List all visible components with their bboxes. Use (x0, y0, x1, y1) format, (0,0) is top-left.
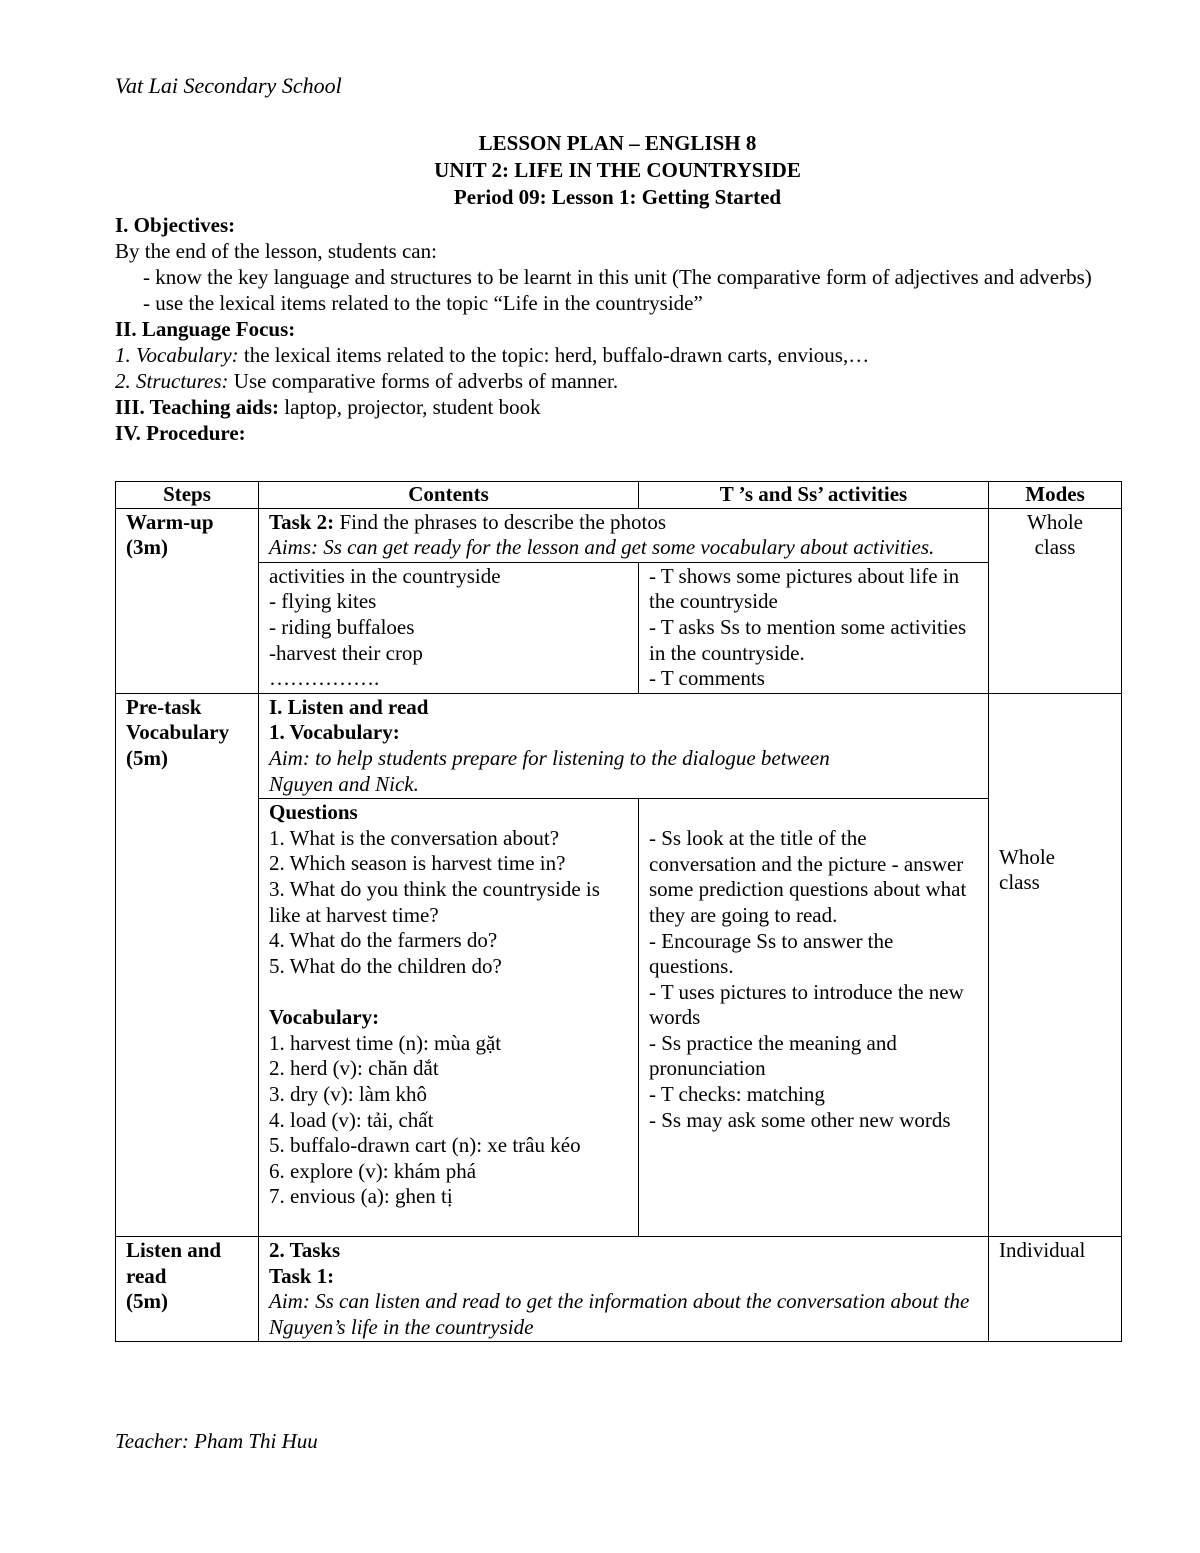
pretask-activities (639, 799, 989, 1237)
list-item: 2. Which season is harvest time in? (269, 851, 566, 876)
task-label: Task 1: (269, 1263, 335, 1288)
step-duration: (5m) (126, 1289, 168, 1314)
header-modes: Modes (989, 482, 1122, 509)
warmup-aim: Aims: Ss can get ready for the lesson and get some vocabulary about activities. (269, 535, 935, 560)
list-item: - Ss look at the title of the conversation and the picture - answer some prediction questions about what they are going to read. (649, 826, 967, 927)
list-item: 5. buffalo-drawn cart (n): xe trâu kéo (269, 1133, 581, 1158)
list-item: - T uses pictures to introduce the new words (649, 979, 964, 1030)
structures-label: 2. Structures: (115, 369, 229, 393)
title-line-2: UNIT 2: LIFE IN THE COUNTRYSIDE (434, 158, 801, 182)
school-header: Vat Lai Secondary School (115, 73, 342, 98)
title-line-1: LESSON PLAN – ENGLISH 8 (478, 131, 757, 155)
list-item: - Ss may ask some other new words (649, 1107, 951, 1132)
list-item: -harvest their crop (269, 640, 423, 665)
list-item: - flying kites (269, 589, 377, 614)
pretask-contents (259, 799, 639, 1237)
warmup-activities (639, 562, 989, 693)
pretask-intro (259, 693, 989, 798)
structures-line (115, 368, 1120, 394)
list-item: 4. What do the farmers do? (269, 928, 498, 953)
list-item: 1. What is the conversation about? (269, 825, 560, 850)
questions-heading: Questions (269, 800, 358, 825)
objectives-heading: I. Objectives: (115, 213, 236, 237)
task-line (269, 510, 978, 536)
step-label: Vocabulary (126, 720, 230, 745)
teaching-aids-text: laptop, projector, student book (278, 395, 541, 419)
list-item: 3. dry (v): làm khô (269, 1082, 428, 1107)
vocab-heading: Vocabulary: (269, 1005, 380, 1030)
list-item: ……………. (269, 666, 380, 691)
list-item: 5. What do the children do? (269, 953, 502, 978)
step-warmup (116, 508, 259, 693)
teacher-footer: Teacher: Pham Thi Huu (115, 1429, 318, 1453)
section-title: 2. Tasks (269, 1238, 341, 1263)
procedure-heading: IV. Procedure: (115, 421, 246, 445)
task-text: Find the phrases to describe the photos (334, 509, 667, 534)
table-row (116, 562, 1122, 693)
table-row (116, 1237, 1122, 1342)
list-item: - T checks: matching (649, 1082, 825, 1107)
warmup-task (259, 508, 989, 562)
list-item: - riding buffaloes (269, 614, 415, 639)
list-item: activities in the countryside (269, 563, 501, 588)
step-label: Pre-task (126, 694, 202, 719)
lesson-title (115, 130, 1120, 211)
mode-line: class (999, 870, 1040, 895)
list-item: 4. load (v): tải, chất (269, 1107, 434, 1132)
list-item: 2. herd (v): chăn dắt (269, 1056, 439, 1081)
mode-warmup (989, 508, 1122, 693)
step-label: Warm-up (126, 509, 214, 534)
task-label: Task 2: (269, 509, 335, 534)
objective-item-1: - know the key language and structures to be learnt in this unit (The comparative form of adjectives and adverbs) (143, 265, 1092, 289)
listen-aim: Aim: Ss can listen and read to get the information about the conversation about the Nguyen’s life in the countryside (269, 1289, 970, 1339)
structures-text: Use comparative forms of adverbs of manner. (228, 369, 619, 393)
vocabulary-label: 1. Vocabulary: (115, 343, 239, 367)
step-pretask (116, 693, 259, 1236)
table-header-row (116, 482, 1122, 509)
list-item: - Ss practice the meaning and pronunciation (649, 1030, 897, 1081)
list-item: - T comments (649, 666, 765, 691)
objectives-intro: By the end of the lesson, students can: (115, 239, 437, 263)
table-row (116, 693, 1122, 798)
language-focus-heading: II. Language Focus: (115, 317, 296, 341)
vocabulary-line (115, 342, 1120, 368)
mode-listen (989, 1237, 1122, 1342)
header-contents: Contents (259, 482, 639, 509)
table-row (116, 799, 1122, 1237)
list-item: - T shows some pictures about life in the countryside (649, 563, 960, 614)
mode-line: Whole (999, 844, 1055, 869)
mode-line: class (1034, 535, 1076, 560)
mode-pretask (989, 693, 1122, 1236)
spacer (269, 979, 628, 1005)
mode-line: Whole (1027, 509, 1083, 534)
list-item: 7. envious (a): ghen tị (269, 1184, 453, 1209)
vocabulary-text: the lexical items related to the topic: herd, buffalo-drawn carts, envious,… (238, 343, 870, 367)
title-line-3: Period 09: Lesson 1: Getting Started (453, 185, 782, 209)
step-label: read (126, 1263, 167, 1288)
step-duration: (3m) (126, 535, 168, 560)
list-item: 1. harvest time (n): mùa gặt (269, 1030, 502, 1055)
header-steps: Steps (116, 482, 259, 509)
teaching-aids-line (115, 394, 1120, 420)
list-item: 6. explore (v): khám phá (269, 1158, 477, 1183)
section-title: I. Listen and read (269, 694, 429, 719)
step-listen (116, 1237, 259, 1342)
pretask-aim: Aim: to help students prepare for listening to the dialogue between Nguyen and Nick. (269, 745, 830, 796)
list-item: - T asks Ss to mention some activities in the countryside. (649, 614, 967, 665)
lesson-body (115, 212, 1120, 446)
mode-line: Individual (999, 1238, 1086, 1263)
step-duration: (5m) (126, 745, 168, 770)
list-item: - Encourage Ss to answer the questions. (649, 928, 894, 979)
step-label: Listen and (126, 1238, 222, 1263)
procedure-table (115, 481, 1122, 1342)
table-row (116, 508, 1122, 562)
teaching-aids-label: III. Teaching aids: (115, 395, 279, 419)
objective-item-2: - use the lexical items related to the topic “Life in the countryside” (143, 291, 703, 315)
list-item: 3. What do you think the countryside is like at harvest time? (269, 876, 600, 927)
header-activities: T ’s and Ss’ activities (639, 482, 989, 509)
subsection-title: 1. Vocabulary: (269, 720, 400, 745)
listen-contents (259, 1237, 989, 1342)
warmup-contents (259, 562, 639, 693)
